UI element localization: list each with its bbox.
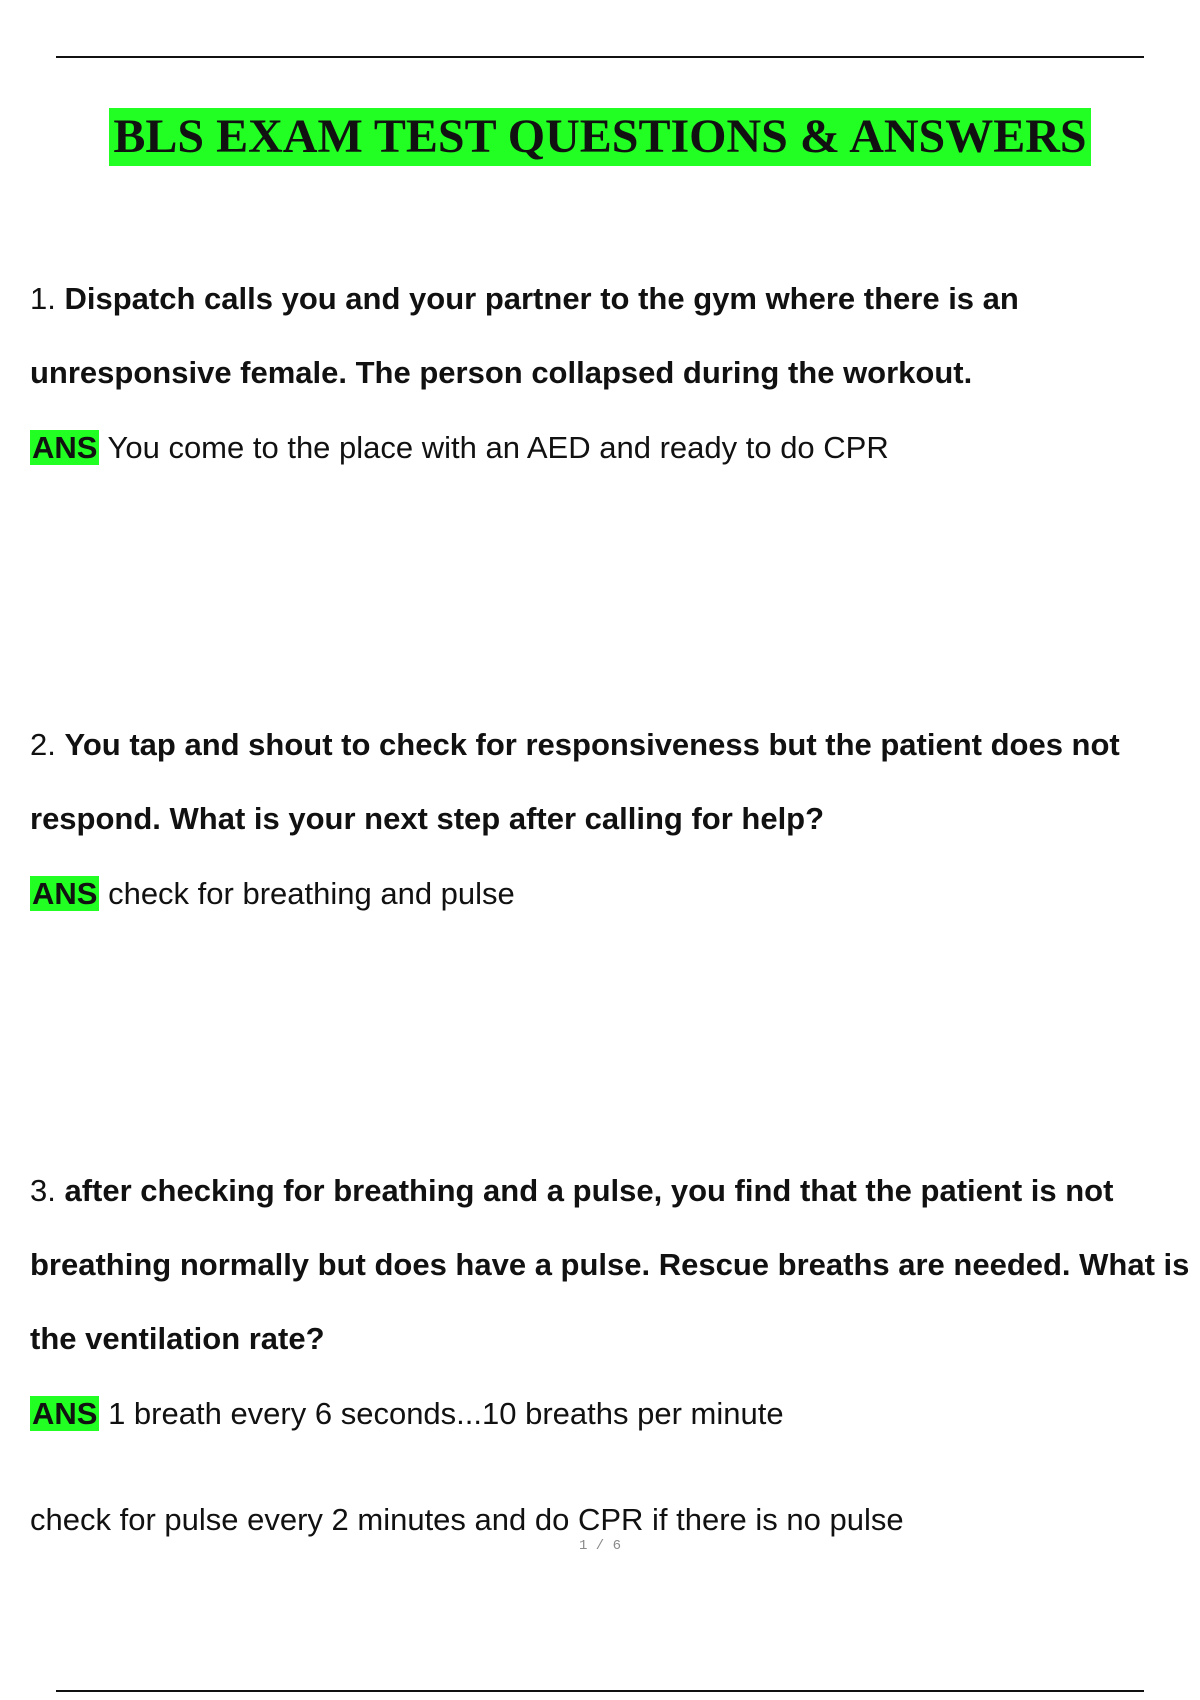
question-number: 2. (30, 727, 56, 762)
question-1 (30, 262, 1200, 410)
bottom-rule (56, 1690, 1144, 1692)
question-number: 3. (30, 1173, 56, 1208)
answer-label: ANS (32, 1396, 98, 1431)
answer-text: 1 breath every 6 seconds...10 breaths per minute (108, 1396, 784, 1431)
question-text: Dispatch calls you and your partner to the gym where there is an unresponsive female. The person collapsed during the workout. (30, 281, 1019, 390)
answer-text: check for breathing and pulse (108, 876, 515, 911)
answer-3-note: check for pulse every 2 minutes and do CPR if there is no pulse (30, 1502, 904, 1537)
top-rule (56, 56, 1144, 58)
answer-label: ANS (32, 876, 98, 911)
answer-text: You come to the place with an AED and ready to do CPR (107, 430, 889, 465)
answer-label: ANS (32, 430, 98, 465)
title-container (0, 108, 1200, 166)
document-title: BLS EXAM TEST QUESTIONS & ANSWERS (109, 108, 1090, 166)
answer-2 (30, 872, 1170, 916)
question-text: You tap and shout to check for responsiveness but the patient does not respond. What is your next step after calling for help? (30, 727, 1120, 836)
question-2 (30, 708, 1200, 856)
answer-3 (30, 1392, 1170, 1436)
question-3 (30, 1154, 1200, 1376)
page-number: 1 / 6 (578, 1538, 621, 1554)
answer-1 (30, 426, 1170, 470)
question-number: 1. (30, 281, 56, 316)
question-text: after checking for breathing and a pulse, you find that the patient is not breathing normally but does have a pulse. Rescue breaths are needed. What is the ventilation rate? (30, 1173, 1190, 1356)
